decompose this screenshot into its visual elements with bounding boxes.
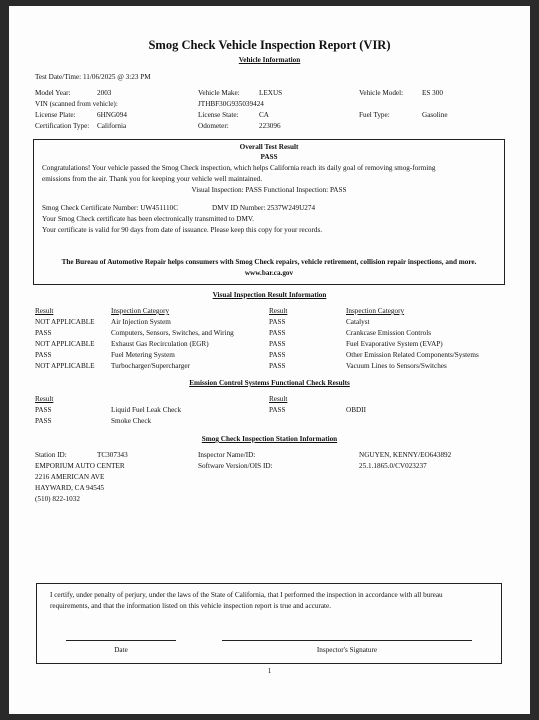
certificate-number: Smog Check Certificate Number: UW451110C <box>42 204 179 212</box>
visual-left-result: PASS <box>35 329 52 337</box>
congrats-line-2: emissions from the air. Thank you for keeping your vehicle well maintained. <box>42 175 263 183</box>
dmv-id-number: DMV ID Number: 2537W249U274 <box>212 204 316 212</box>
state-label: License State: <box>198 111 239 119</box>
functional-left-category: Liquid Fuel Leak Check <box>111 406 182 414</box>
cert-type-value: California <box>97 122 127 130</box>
test-datetime: Test Date/Time: 11/06/2025 @ 3:23 PM <box>35 73 151 81</box>
visual-left-result: NOT APPLICABLE <box>35 362 95 370</box>
transmitted-notice: Your Smog Check certificate has been electronically transmitted to DMV. <box>42 215 254 223</box>
bar-notice: The Bureau of Automotive Repair helps consumers with Smog Check repairs, vehicle retirement, collision repair inspections, and more. <box>61 258 477 266</box>
make-value: LEXUS <box>259 89 283 97</box>
station-address-2: HAYWARD, CA 94545 <box>35 484 105 492</box>
visual-right-category: Vacuum Lines to Sensors/Switches <box>346 362 447 370</box>
visual-left-category: Turbocharger/Supercharger <box>111 362 190 370</box>
functional-left-result: PASS <box>35 417 52 425</box>
visual-right-result: PASS <box>269 362 286 370</box>
fuel-label: Fuel Type: <box>359 111 390 119</box>
visual-inspection-heading: Visual Inspection Result Information <box>212 291 327 299</box>
inspector-label: Inspector Name/ID: <box>198 451 256 459</box>
visual-right-result: PASS <box>269 351 286 359</box>
functional-col-result-left: Result <box>35 395 54 403</box>
overall-result-heading: Overall Test Result <box>239 143 299 151</box>
station-id-label: Station ID: <box>35 451 67 459</box>
state-value: CA <box>259 111 269 119</box>
software-value: 25.1.1865.0/CV023237 <box>359 462 427 470</box>
visual-col-result-left: Result <box>35 307 54 315</box>
visual-left-category: Air Injection System <box>111 318 171 326</box>
visual-right-category: Crankcase Emission Controls <box>346 329 432 337</box>
visual-col-category-left: Inspection Category <box>111 307 170 315</box>
report-page <box>9 6 530 714</box>
congrats-line-1: Congratulations! Your vehicle passed the Smog Check inspection, which helps California reach its daily goal of removing smog-forming <box>42 164 436 172</box>
overall-result-value: PASS <box>260 153 278 161</box>
visual-left-category: Computers, Sensors, Switches, and Wiring <box>111 329 234 337</box>
bar-website-link[interactable]: www.bar.ca.gov <box>244 269 294 277</box>
odometer-label: Odometer: <box>198 122 229 130</box>
station-id-value: TC307343 <box>97 451 128 459</box>
station-phone: (510) 822-1032 <box>35 495 80 503</box>
signature-label: Inspector's Signature <box>316 646 378 654</box>
report-title: Smog Check Vehicle Inspection Report (VIR) <box>148 38 391 52</box>
station-name: EMPORIUM AUTO CENTER <box>35 462 125 470</box>
page-number: 1 <box>267 667 272 675</box>
date-signature-line <box>66 640 176 641</box>
plate-value: 6HNG094 <box>97 111 127 119</box>
model-year-value: 2003 <box>97 89 112 97</box>
visual-right-category: Other Emission Related Components/Systems <box>346 351 479 359</box>
visual-left-result: PASS <box>35 351 52 359</box>
functional-left-category: Smoke Check <box>111 417 152 425</box>
visual-right-category: Catalyst <box>346 318 370 326</box>
visual-functional-result: Visual Inspection: PASS Functional Inspection: PASS <box>191 186 347 194</box>
visual-right-result: PASS <box>269 340 286 348</box>
vin-label: VIN (scanned from vehicle): <box>35 100 118 108</box>
visual-left-result: NOT APPLICABLE <box>35 340 95 348</box>
vehicle-info-heading: Vehicle Information <box>238 56 301 64</box>
certify-line-1: I certify, under penalty of perjury, under the laws of the State of California, that I performed the inspection in accordance with all bureau <box>50 591 443 599</box>
functional-right-result: PASS <box>269 406 286 414</box>
visual-right-result: PASS <box>269 318 286 326</box>
cert-type-label: Certification Type: <box>35 122 90 130</box>
visual-left-result: NOT APPLICABLE <box>35 318 95 326</box>
vin-value: JTHBF30G935039424 <box>198 100 264 108</box>
visual-left-category: Fuel Metering System <box>111 351 175 359</box>
model-value: ES 300 <box>422 89 443 97</box>
model-year-label: Model Year: <box>35 89 71 97</box>
inspector-value: NGUYEN, KENNY/EO643892 <box>359 451 452 459</box>
odometer-value: 223096 <box>259 122 281 130</box>
visual-left-category: Exhaust Gas Recirculation (EGR) <box>111 340 209 348</box>
functional-check-heading: Emission Control Systems Functional Check Results <box>189 379 350 387</box>
model-label: Vehicle Model: <box>359 89 404 97</box>
visual-col-category-right: Inspection Category <box>346 307 405 315</box>
functional-left-result: PASS <box>35 406 52 414</box>
date-label: Date <box>114 646 128 654</box>
certify-line-2: requirements, and that the information listed on this vehicle inspection report is true and accurate. <box>50 602 332 610</box>
software-label: Software Version/OIS ID: <box>198 462 273 470</box>
functional-col-result-right: Result <box>269 395 288 403</box>
station-address-1: 2216 AMERICAN AVE <box>35 473 105 481</box>
validity-notice: Your certificate is valid for 90 days from date of issuance. Please keep this copy for your records. <box>42 226 323 234</box>
visual-col-result-right: Result <box>269 307 288 315</box>
visual-right-category: Fuel Evaporative System (EVAP) <box>346 340 443 348</box>
inspector-signature-line <box>222 640 472 641</box>
station-info-heading: Smog Check Inspection Station Information <box>201 435 338 443</box>
functional-right-category: OBDII <box>346 406 366 414</box>
visual-right-result: PASS <box>269 329 286 337</box>
fuel-value: Gasoline <box>422 111 448 119</box>
make-label: Vehicle Make: <box>198 89 240 97</box>
plate-label: License Plate: <box>35 111 76 119</box>
